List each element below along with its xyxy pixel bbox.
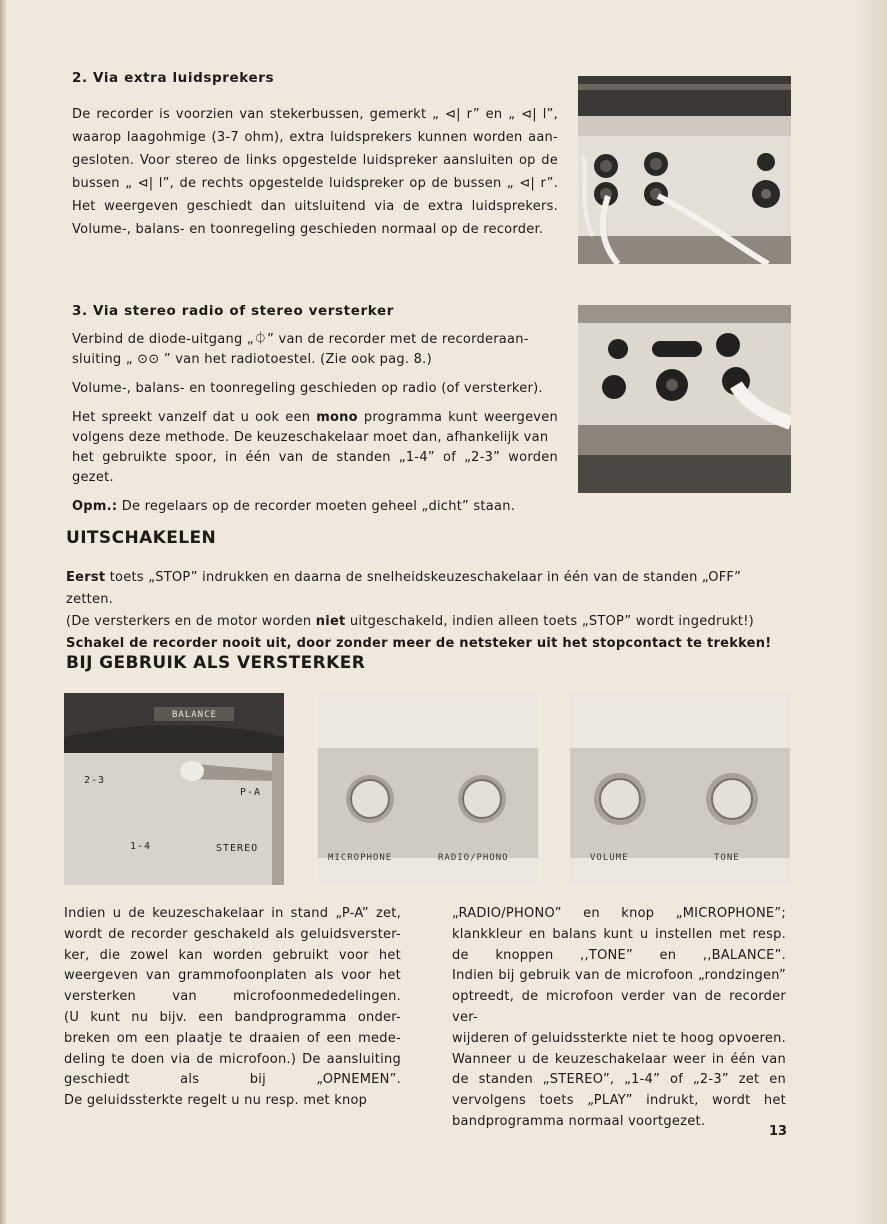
switch-pos-stereo: STEREO — [216, 843, 259, 854]
section2-body — [72, 103, 558, 241]
uitschakelen-line2 — [66, 611, 790, 633]
col-right-line: vervolgens toets „PLAY” indrukt, wordt het — [452, 1093, 786, 1109]
radio-phono-knob-label: RADIO/PHONO — [438, 853, 509, 863]
section3-body — [72, 330, 558, 517]
paper-stain — [857, 0, 887, 1224]
section3-p3-line1 — [72, 408, 558, 428]
page-number: 13 — [769, 1124, 788, 1139]
uitschakelen-line2-a: (De versterkers en de motor worden — [66, 614, 316, 629]
opm-label: Opm.: — [72, 499, 118, 514]
section2-line: De recorder is voorzien van stekerbussen, gemerkt „ ⊲| r” en „ ⊲| l”, — [72, 107, 558, 122]
col-left-line: weergeven van grammofoonplaten als voor het — [64, 968, 401, 984]
col-left-line: versterken van microfoonmededelingen. — [64, 989, 401, 1005]
balance-label: BALANCE — [172, 710, 217, 720]
uitschakelen-line1 — [66, 567, 790, 611]
section3-p3-line2: volgens deze methode. De keuzeschakelaar moet dan, afhankelijk van — [72, 430, 549, 445]
col-left-line: (U kunt nu bijv. een bandprogramma onder- — [64, 1009, 401, 1025]
switch-pos-2-3: 2-3 — [84, 775, 106, 786]
opm-text: De regelaars op de recorder moeten geheel „dicht” staan. — [121, 499, 516, 514]
section3-p3-text-b: programma kunt weergeven — [357, 410, 558, 425]
col-right-line: klankkleur en balans kunt u instellen met resp. — [452, 926, 786, 942]
section3-opm — [72, 497, 558, 517]
col-right-line: de standen „STEREO”, „1-4” of „2-3” zet en — [452, 1072, 786, 1088]
section3-p3-text-a: Het spreekt vanzelf dat u ook een — [72, 410, 317, 425]
col-left-line: deling te doen via de microfoon.) De aansluiting — [64, 1051, 401, 1067]
uitschakelen-line1-text: toets „STOP” indrukken en daarna de snelheidskeuzeschakelaar in één van de standen „OFF” zetten. — [66, 570, 742, 607]
uitschakelen-eerst: Eerst — [66, 570, 106, 585]
section2-heading: 2. Via extra luidsprekers — [72, 70, 275, 86]
uitschakelen-niet: niet — [315, 614, 346, 629]
section2-line: waarop laagohmige (3-7 ohm), extra luidsprekers kunnen worden aan- — [72, 130, 558, 145]
versterker-col-left — [64, 904, 401, 1112]
photo-selector-switch — [64, 693, 284, 885]
col-left-line: wordt de recorder geschakeld als geluidsverster- — [64, 926, 401, 942]
col-right-line: de knoppen ,,TONE” en ,,BALANCE”. — [452, 947, 786, 963]
uitschakelen-heading: UITSCHAKELEN — [66, 528, 217, 548]
col-right-line: optreedt, de microfoon verder van de recorder ver- — [452, 989, 786, 1025]
col-left-line: De geluidssterkte regelt u nu resp. met knop — [64, 1093, 368, 1109]
switch-pos-1-4: 1-4 — [130, 841, 152, 852]
versterker-heading: BIJ GEBRUIK ALS VERSTERKER — [66, 653, 366, 673]
section2-line: bussen „ ⊲| l”, de rechts opgestelde luidspreker op de bussen „ ⊲| r”. — [72, 176, 558, 191]
section2-line: Volume-, balans- en toonregeling geschieden normaal op de recorder. — [72, 222, 544, 237]
photo-radio-connection — [578, 305, 791, 493]
uitschakelen-body — [66, 567, 790, 655]
section2-line: Het weergeven geschiedt dan uitsluitend via de extra luidsprekers. — [72, 199, 558, 214]
uitschakelen-warning: Schakel de recorder nooit uit, door zonder meer de netsteker uit het stopcontact te trekken! — [66, 636, 772, 651]
volume-knob-label: VOLUME — [590, 853, 629, 863]
microphone-knob-label: MICROPHONE — [328, 853, 393, 863]
tone-knob-label: TONE — [714, 853, 740, 863]
section3-p3-line3: het gebruikte spoor, in één van de standen „1-4” of „2-3” worden gezet. — [72, 450, 558, 485]
photo-volume-tone-knobs — [570, 693, 790, 885]
col-left-line: breken om een plaatje te draaien of een mede- — [64, 1030, 401, 1046]
versterker-col-right — [452, 904, 786, 1133]
col-right-line: wijderen of geluidssterkte niet te hoog opvoeren. — [452, 1030, 786, 1046]
photo-input-knobs — [318, 693, 538, 885]
col-left-line: ker, die zowel kan worden gebruikt voor het — [64, 947, 401, 963]
section3-heading: 3. Via stereo radio of stereo versterker — [72, 303, 394, 319]
col-right-line: Indien bij gebruik van de microfoon „rondzingen” — [452, 968, 786, 984]
photo-speaker-sockets — [578, 76, 791, 264]
col-right-line: bandprogramma normaal voortgezet. — [452, 1113, 706, 1129]
col-right-line: „RADIO/PHONO” en knop „MICROPHONE”; — [452, 906, 786, 921]
uitschakelen-line2-b: uitgeschakeld, indien alleen toets „STOP” wordt ingedrukt!) — [345, 614, 754, 629]
col-right-line: Wanneer u de keuzeschakelaar weer in één van — [452, 1051, 786, 1067]
section2-line: gesloten. Voor stereo de links opgestelde luidspreker aansluiten op de — [72, 153, 558, 168]
col-left-line: geschiedt als bij „OPNEMEN”. — [64, 1072, 401, 1088]
col-left-line: Indien u de keuzeschakelaar in stand „P-A” zet, — [64, 906, 401, 921]
page-edge — [0, 0, 6, 1224]
section3-p1-line2: sluiting „ ⊙⊙ ” van het radiotoestel. (Zie ook pag. 8.) — [72, 352, 432, 367]
section3-p1-line1: Verbind de diode-uitgang „⏀” van de recorder met de recorderaan- — [72, 332, 529, 347]
section3-mono-word: mono — [316, 410, 358, 425]
section3-p2: Volume-, balans- en toonregeling geschieden op radio (of versterker). — [72, 381, 543, 396]
switch-pos-pa: P-A — [240, 787, 262, 798]
